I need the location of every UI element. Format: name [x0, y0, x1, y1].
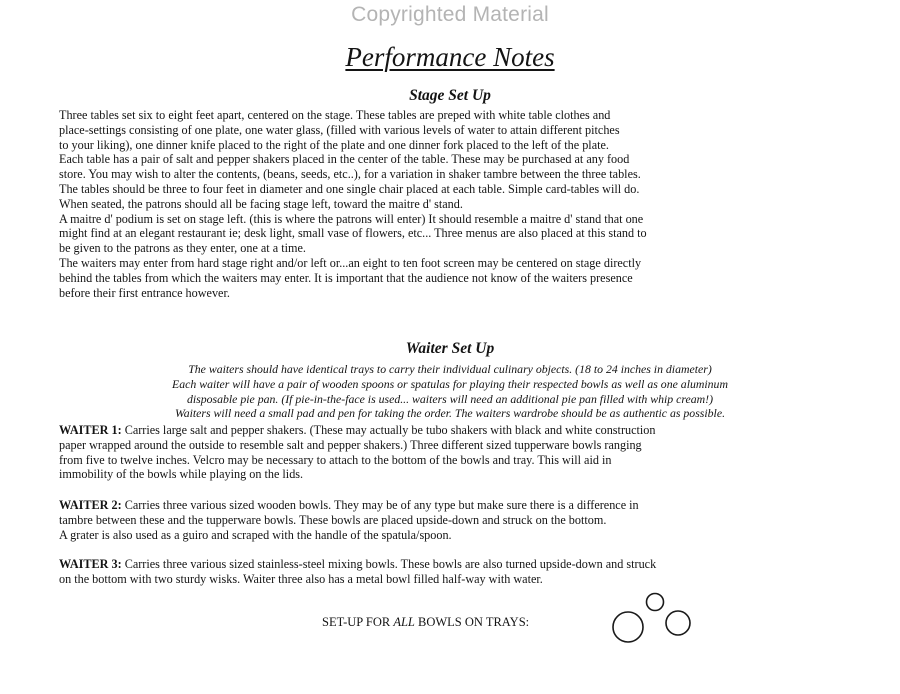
text-line: A grater is also used as a guiro and scraped with the handle of the spatula/spoon. [59, 527, 452, 542]
text-line: When seated, the patrons should all be facing stage left, toward the maitre d' stand. [59, 196, 463, 211]
caption-part: SET-UP FOR [322, 615, 394, 629]
stage-setup-heading: Stage Set Up [409, 87, 491, 104]
large-bowl-circle [613, 612, 643, 642]
text-line [59, 498, 849, 513]
text-line: tambre between these and the tupperware bowls. These bowls are placed upside-down and struck on the bottom. [59, 512, 607, 527]
bowl-setup-caption [322, 615, 529, 630]
page-title: Performance Notes [345, 42, 555, 72]
caption-part: BOWLS ON TRAYS: [414, 615, 530, 629]
copyright-watermark: Copyrighted Material [351, 3, 549, 26]
text-line: Waiters will need a small pad and pen for taking the order. The waiters wardrobe should be as authentic as possible. [174, 406, 726, 421]
caption-emphasis: ALL [393, 615, 415, 629]
waiter-1-label: WAITER 1: [59, 423, 122, 437]
text-line: behind the tables from which the waiters may enter. It is important that the audience not know of the waiters presence [59, 270, 633, 285]
text-line: on the bottom with two sturdy wisks. Waiter three also has a metal bowl filled half-way with water. [59, 571, 543, 586]
waiter-3-label: WAITER 3: [59, 557, 122, 571]
waiter-2-text: Carries three various sized wooden bowls. They may be of any type but make sure there is a difference in [121, 498, 639, 512]
text-line: from five to twelve inches. Velcro may be necessary to attach to the bottom of the bowls and tray. This will aid in [59, 452, 612, 467]
waiter-3-paragraph [59, 557, 849, 587]
waiter-1-paragraph [59, 423, 849, 482]
text-line: might find at an elegant restaurant ie; desk light, small vase of flowers, etc... Three menus are also placed at this stand to [59, 226, 647, 241]
text-line: place-settings consisting of one plate, one water glass, (filled with various levels of water to attain different pitches [59, 122, 620, 137]
text-line [59, 557, 849, 572]
waiter-3-text: Carries three various sized stainless-steel mixing bowls. These bowls are also turned upside-down and struck [121, 557, 657, 571]
text-line: disposable pie pan. (If pie-in-the-face is used... waiters will need an additional pie pan filled with whip cream!) [186, 391, 714, 406]
waiter-setup-heading: Waiter Set Up [405, 340, 495, 357]
waiter-2-label: WAITER 2: [59, 498, 122, 512]
text-line: paper wrapped around the outside to resemble salt and pepper shakers.) Three different sized tupperware bowls ranging [59, 437, 642, 452]
text-line: A maitre d' podium is set on stage left. (this is where the patrons will enter) It should resemble a maitre d' stand that one [59, 211, 644, 226]
text-line: Each waiter will have a pair of wooden spoons or spatulas for playing their respected bowls as well as one aluminum [172, 376, 728, 391]
waiter-1-text: Carries large salt and pepper shakers. (These may actually be tubo shakers with black and white construction [121, 423, 656, 437]
text-line: before their first entrance however. [59, 285, 230, 300]
text-line: immobility of the bowls while playing on the lids. [59, 467, 304, 482]
text-line: to your liking), one dinner knife placed to the right of the plate and one dinner fork placed to the left of the plate. [59, 137, 609, 152]
text-line: The tables should be three to four feet in diameter and one single chair placed at each table. Simple card-tables will do. [59, 181, 640, 196]
medium-bowl-circle [666, 611, 690, 635]
text-line: The waiters should have identical trays to carry their individual culinary objects. (18 to 24 inches in diameter) [188, 362, 712, 376]
stage-setup-paragraph [59, 108, 849, 300]
text-line: Each table has a pair of salt and pepper shakers placed in the center of the table. These may be purchased at any food [59, 152, 630, 167]
text-line: be given to the patrons as they enter, one at a time. [59, 241, 306, 256]
text-line: The waiters may enter from hard stage right and/or left or...an eight to ten foot screen may be centered on stage directly [59, 255, 642, 270]
text-line: store. You may wish to alter the contents, (beans, seeds, etc..), for a variation in shaker tambre between the three tables. [59, 167, 641, 182]
small-bowl-circle [647, 594, 664, 611]
text-line [59, 423, 849, 438]
waiter-setup-intro [0, 362, 900, 421]
bowl-arrangement-diagram [606, 589, 696, 649]
waiter-2-paragraph [59, 498, 849, 542]
text-line: Three tables set six to eight feet apart, centered on the stage. These tables are preped with white table clothes and [59, 108, 611, 122]
